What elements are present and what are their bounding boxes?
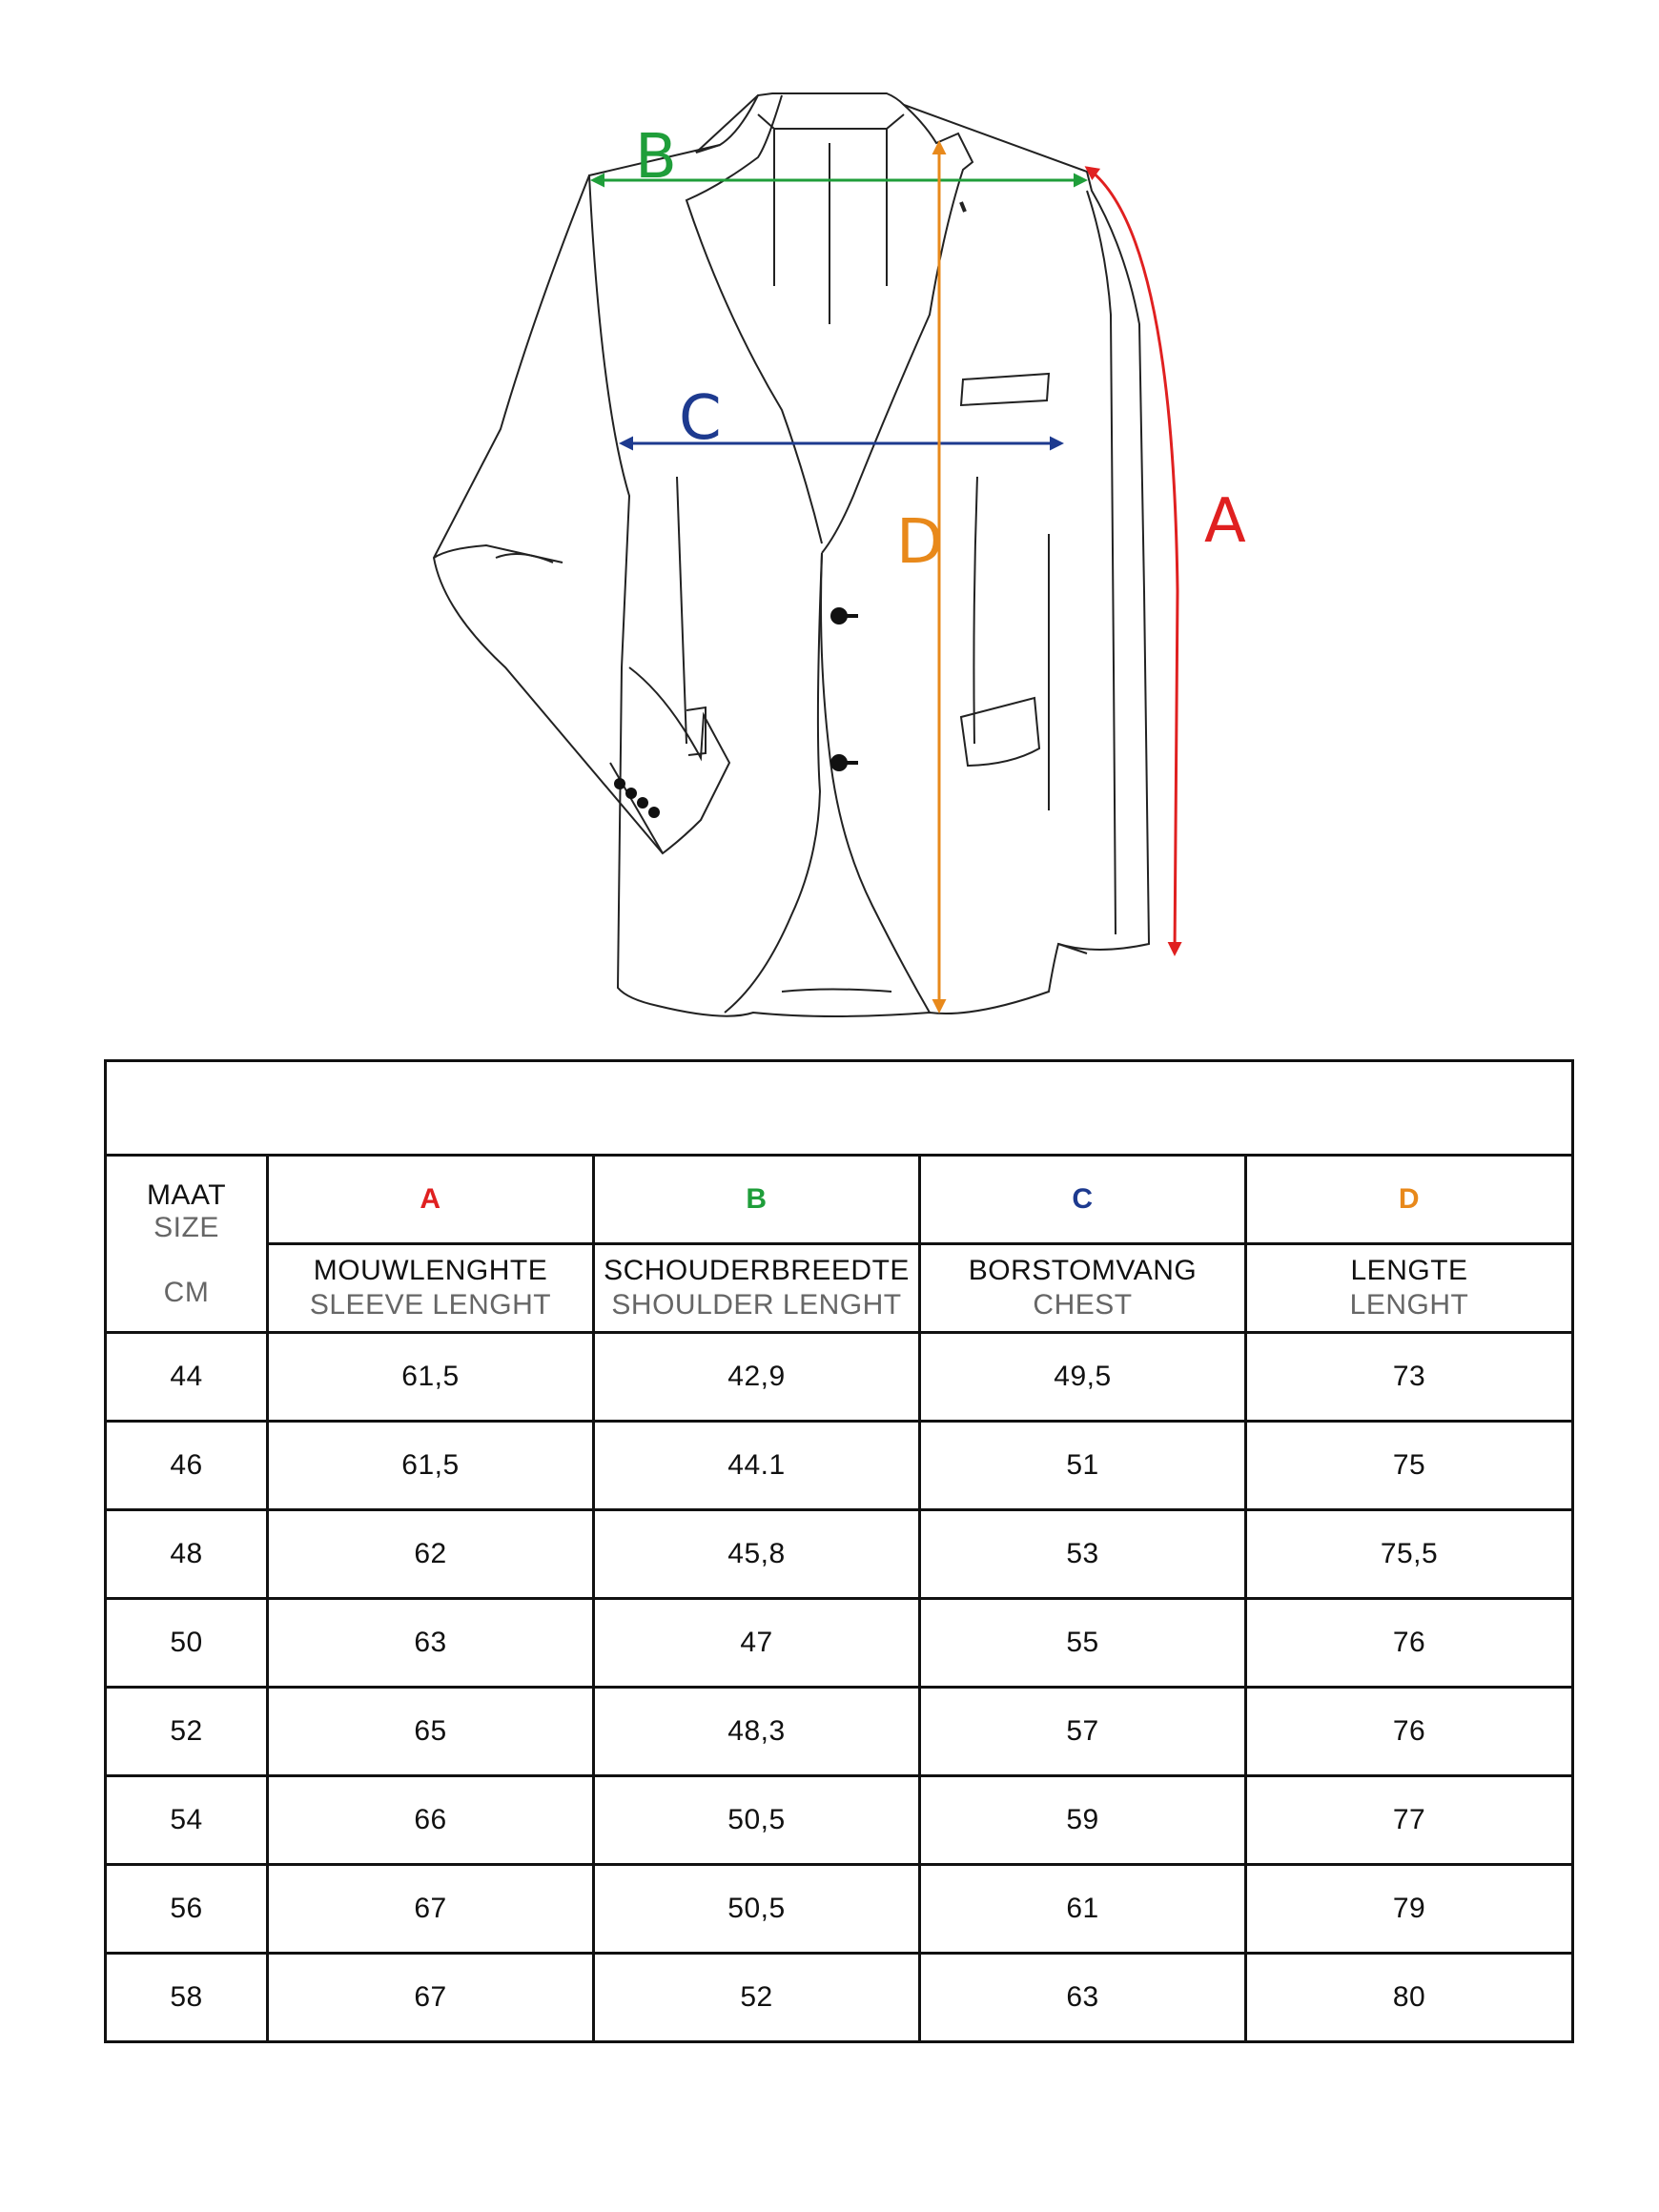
length-cell: 79 [1246,1865,1573,1954]
jacket-outline [434,93,1149,1016]
size-cell: 50 [106,1599,268,1688]
measure-line-a [1087,168,1178,953]
length-cell: 75,5 [1246,1510,1573,1599]
length-cell: 76 [1246,1688,1573,1776]
chest-cell: 49,5 [920,1333,1246,1422]
marker-d: D [896,507,944,578]
sleeve-cell: 67 [268,1954,594,2042]
shoulder-cell: 50,5 [594,1776,920,1865]
size-cell: 56 [106,1865,268,1954]
size-header-cell [106,1156,268,1333]
column-label-en: CHEST [1033,1289,1133,1321]
marker-b: B [635,122,677,193]
length-cell: 73 [1246,1333,1573,1422]
size-cell: 44 [106,1333,268,1422]
table-row [106,1510,1573,1599]
chest-cell: 61 [920,1865,1246,1954]
size-cell: 54 [106,1776,268,1865]
sleeve-cell: 67 [268,1865,594,1954]
column-label-nl: MOUWLENGHTE [313,1255,548,1286]
sleeve-cell: 62 [268,1510,594,1599]
column-label-en: LENGHT [1349,1289,1469,1321]
shoulder-cell: 44.1 [594,1422,920,1510]
length-cell: 77 [1246,1776,1573,1865]
sleeve-cell: 66 [268,1776,594,1865]
table-row [106,1954,1573,2042]
size-cell: 48 [106,1510,268,1599]
size-cell: 52 [106,1688,268,1776]
size-cell: 46 [106,1422,268,1510]
marker-c: C [679,383,722,454]
table-row [106,1422,1573,1510]
column-letter-a: A [268,1156,594,1244]
sleeve-cell: 61,5 [268,1333,594,1422]
size-header-nl: MAAT [146,1178,227,1211]
cuff-button [637,797,648,809]
cuff-button [648,807,660,818]
chest-cell: 57 [920,1688,1246,1776]
column-label-d [1246,1244,1573,1333]
length-cell: 76 [1246,1599,1573,1688]
length-cell: 80 [1246,1954,1573,2042]
cuff-button [614,778,625,789]
column-letter-b: B [594,1156,920,1244]
column-label-nl: LENGTE [1350,1255,1468,1286]
sleeve-cell: 63 [268,1599,594,1688]
sleeve-cell: 65 [268,1688,594,1776]
table-row [106,1776,1573,1865]
shoulder-cell: 45,8 [594,1510,920,1599]
size-chart-table [104,1059,1574,2043]
shoulder-cell: 52 [594,1954,920,2042]
sleeve-cell: 61,5 [268,1422,594,1510]
column-label-en: SLEEVE LENGHT [309,1289,552,1321]
column-label-nl: SCHOUDERBREEDTE [604,1255,910,1286]
shoulder-cell: 50,5 [594,1865,920,1954]
column-label-nl: BORSTOMVANG [968,1255,1198,1286]
shoulder-cell: 42,9 [594,1333,920,1422]
column-label-b [594,1244,920,1333]
table-row [106,1599,1573,1688]
column-letter-d: D [1246,1156,1573,1244]
table-title [106,1061,1573,1156]
chest-cell: 51 [920,1422,1246,1510]
length-cell: 75 [1246,1422,1573,1510]
column-label-en: SHOULDER LENGHT [611,1289,902,1321]
column-label-a [268,1244,594,1333]
table-row [106,1333,1573,1422]
column-letter-c: C [920,1156,1246,1244]
chest-cell: 53 [920,1510,1246,1599]
cuff-button [625,788,637,799]
size-cell: 58 [106,1954,268,2042]
size-header-en: SIZE [154,1211,219,1243]
size-header-unit: CM [163,1276,210,1308]
marker-a: A [1204,486,1246,557]
table-row [106,1865,1573,1954]
shoulder-cell: 47 [594,1599,920,1688]
column-label-row [106,1244,1573,1333]
column-label-c [920,1244,1246,1333]
chest-cell: 59 [920,1776,1246,1865]
column-letter-row [106,1156,1573,1244]
chest-cell: 55 [920,1599,1246,1688]
shoulder-cell: 48,3 [594,1688,920,1776]
chest-cell: 63 [920,1954,1246,2042]
table-row [106,1688,1573,1776]
jacket-measurement-diagram [0,0,1659,1039]
table-title-row [106,1061,1573,1156]
